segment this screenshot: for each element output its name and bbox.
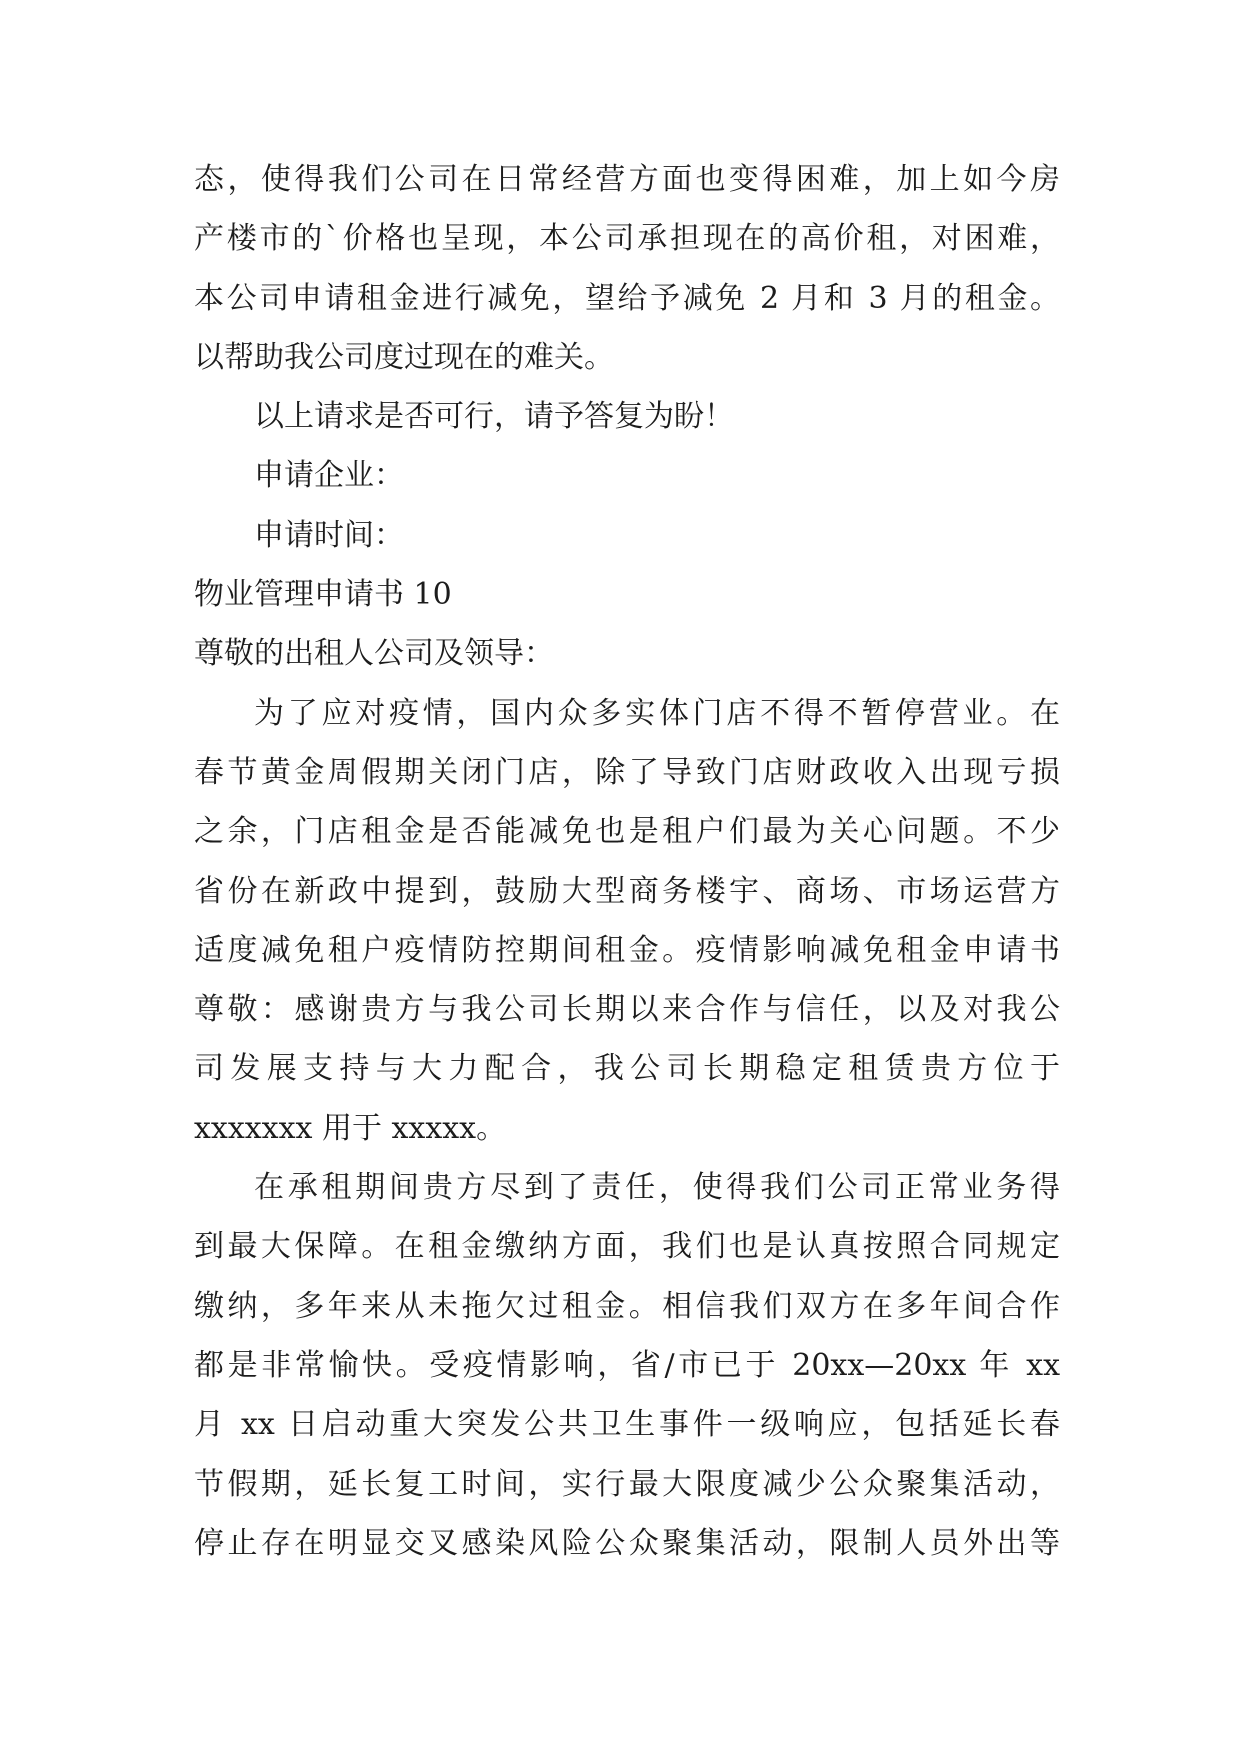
text-line: 节假期，延长复工时间，实行最大限度减少公众聚集活动， xyxy=(194,1466,1060,1502)
applicant-label: 申请企业： xyxy=(254,458,404,494)
section-title: 物业管理申请书 10 xyxy=(194,577,452,613)
closing-request: 以上请求是否可行，请予答复为盼！ xyxy=(254,399,734,435)
text-line: 产楼市的`价格也呈现，本公司承担现在的高价租，对困难， xyxy=(194,221,1060,257)
text-line: 之余，门店租金是否能减免也是租户们最为关心问题。不少 xyxy=(194,814,1060,850)
document-body xyxy=(194,150,1060,1573)
text-line: 司发展支持与大力配合，我公司长期稳定租赁贵方位于 xyxy=(194,1051,1060,1087)
text-line: 尊敬：感谢贵方与我公司长期以来合作与信任，以及对我公 xyxy=(194,992,1060,1028)
text-line: 本公司申请租金进行减免，望给予减免 2 月和 3 月的租金。 xyxy=(194,280,1060,316)
text-line: 以帮助我公司度过现在的难关。 xyxy=(194,339,614,375)
body-paragraph-1 xyxy=(194,684,1060,1158)
text-line: 春节黄金周假期关闭门店，除了导致门店财政收入出现亏损 xyxy=(194,754,1060,790)
text-line: 态，使得我们公司在日常经营方面也变得困难，加上如今房 xyxy=(194,162,1060,197)
text-line: 都是非常愉快。受疫情影响，省/市已于 20xx—20xx 年 xx xyxy=(194,1347,1060,1383)
text-line: 适度减免租户疫情防控期间租金。疫情影响减免租金申请书 xyxy=(194,932,1060,968)
text-line: 省份在新政中提到，鼓励大型商务楼宇、商场、市场运营方 xyxy=(194,873,1060,909)
text-line: 缴纳，多年来从未拖欠过租金。相信我们双方在多年间合作 xyxy=(194,1288,1060,1324)
text-line: 到最大保障。在租金缴纳方面，我们也是认真按照合同规定 xyxy=(194,1229,1060,1265)
text-line: xxxxxxx 用于 xxxxx。 xyxy=(194,1110,507,1146)
text-line: 停止存在明显交叉感染风险公众聚集活动，限制人员外出等 xyxy=(194,1525,1060,1561)
text-line: 在承租期间贵方尽到了责任，使得我们公司正常业务得 xyxy=(254,1170,1060,1206)
date-label: 申请时间： xyxy=(254,517,404,553)
text-line: 月 xx 日启动重大突发公共卫生事件一级响应，包括延长春 xyxy=(194,1407,1060,1443)
continuation-paragraph xyxy=(194,150,1060,387)
body-paragraph-2 xyxy=(194,1158,1060,1573)
text-line: 为了应对疫情，国内众多实体门店不得不暂停营业。在 xyxy=(254,695,1060,731)
salutation: 尊敬的出租人公司及领导： xyxy=(194,636,554,672)
